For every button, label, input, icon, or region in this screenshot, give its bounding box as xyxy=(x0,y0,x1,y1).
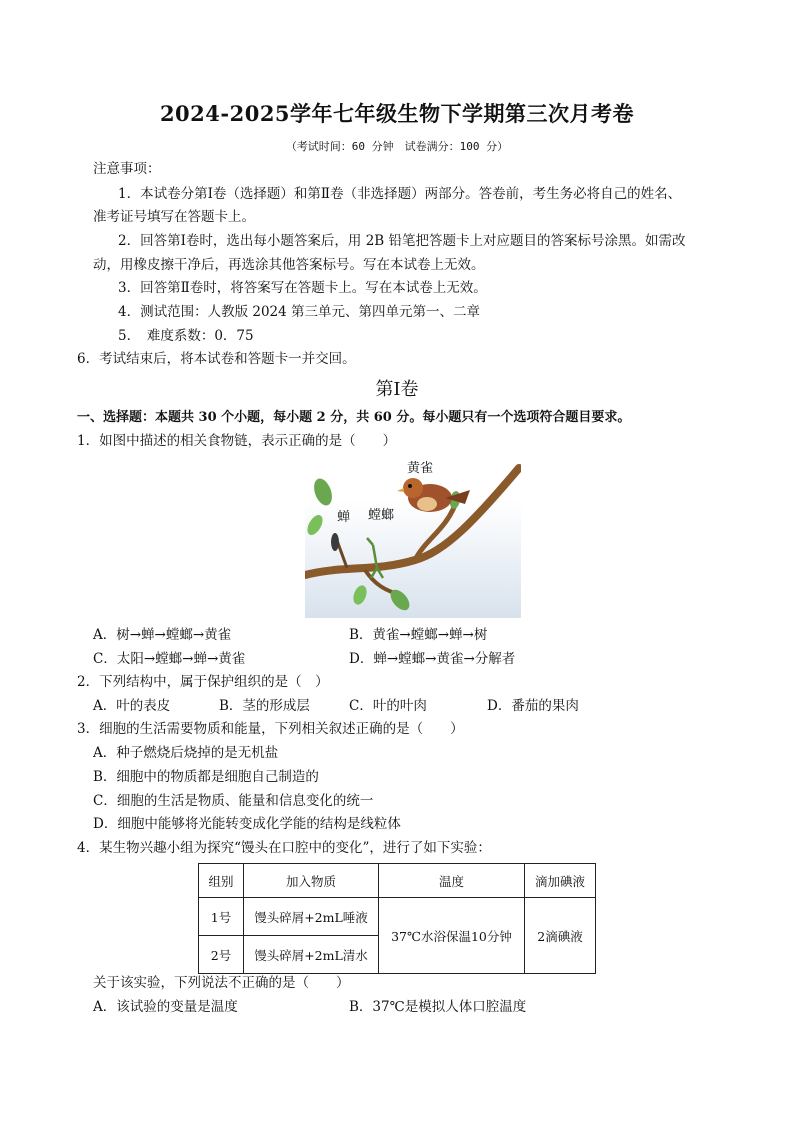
q3-option-d: D．细胞中能够将光能转变成化学能的结构是线粒体 xyxy=(93,816,401,832)
q2-option-d: D．番茄的果肉 xyxy=(487,698,579,714)
experiment-table xyxy=(198,863,596,974)
question-4-stem: 4．某生物兴趣小组为探究“馒头在口腔中的变化”，进行了如下实验： xyxy=(77,840,491,856)
q1-option-d: D．蝉→螳螂→黄雀→分解者 xyxy=(349,651,516,667)
table-cell: 馒头碎屑+2mL清水 xyxy=(244,936,379,974)
table-row xyxy=(199,898,596,936)
table-cell-temperature: 37℃水浴保温10分钟 xyxy=(379,898,525,974)
label-sparrow: 黄雀 xyxy=(407,461,434,476)
food-chain-illustration xyxy=(305,460,521,618)
notice-item-5: 5． 难度系数：0．75 xyxy=(118,328,254,344)
q1-option-c: C．太阳→螳螂→蝉→黄雀 xyxy=(93,651,246,667)
cicada xyxy=(331,533,339,551)
notice-item-4: 4．测试范围：人教版 2024 第三单元、第四单元第一、二章 xyxy=(118,304,481,320)
q1-option-b: B．黄雀→螳螂→蝉→树 xyxy=(349,627,488,643)
notice-item-1-cont: 准考证号填写在答题卡上。 xyxy=(93,209,255,225)
label-cicada: 蝉 xyxy=(337,510,351,525)
q4-option-a: A．该试验的变量是温度 xyxy=(93,999,238,1015)
q1-option-a: A．树→蝉→螳螂→黄雀 xyxy=(93,627,232,643)
question-4-followup: 关于该实验，下列说法不正确的是（ ） xyxy=(93,975,350,991)
table-cell: 1号 xyxy=(199,898,244,936)
table-header: 加入物质 xyxy=(244,864,379,898)
food-chain-figure xyxy=(305,460,521,618)
part-heading: 一、选择题：本题共 30 个小题，每小题 2 分，共 60 分。每小题只有一个选项符合题目要求。 xyxy=(77,410,631,425)
table-header-row xyxy=(199,864,596,898)
table-header: 滴加碘液 xyxy=(525,864,596,898)
notice-item-3: 3．回答第Ⅱ卷时，将答案写在答题卡上。写在本试卷上无效。 xyxy=(118,280,487,296)
q3-option-b: B．细胞中的物质都是细胞自己制造的 xyxy=(93,769,319,785)
table-cell-iodine: 2滴碘液 xyxy=(525,898,596,974)
table-header: 组别 xyxy=(199,864,244,898)
table-header: 温度 xyxy=(379,864,525,898)
q2-option-a: A．叶的表皮 xyxy=(93,698,171,714)
notice-heading: 注意事项： xyxy=(93,161,161,177)
question-2-stem: 2．下列结构中，属于保护组织的是（ ） xyxy=(77,674,329,690)
question-3-stem: 3．细胞的生活需要物质和能量，下列相关叙述正确的是（ ） xyxy=(77,721,464,737)
table-cell: 2号 xyxy=(199,936,244,974)
section-title: 第Ⅰ卷 xyxy=(375,379,419,400)
q4-option-b: B．37℃是模拟人体口腔温度 xyxy=(349,999,527,1015)
q3-option-c: C．细胞的生活是物质、能量和信息变化的统一 xyxy=(93,793,374,809)
question-1-stem: 1．如图中描述的相关食物链，表示正确的是（ ） xyxy=(77,433,397,449)
table-cell: 馒头碎屑+2mL唾液 xyxy=(244,898,379,936)
notice-item-2-cont: 动，用橡皮擦干净后，再选涂其他答案标号。写在本试卷上无效。 xyxy=(93,257,485,273)
q2-option-b: B．茎的形成层 xyxy=(219,698,310,714)
label-mantis: 螳螂 xyxy=(368,508,395,523)
notice-item-1: 1．本试卷分第Ⅰ卷（选择题）和第Ⅱ卷（非选择题）两部分。答卷前，考生务必将自己的姓名、 xyxy=(118,186,682,202)
notice-item-6: 6．考试结束后，将本试卷和答题卡一并交回。 xyxy=(77,351,356,367)
page-title: 2024-2025学年七年级生物下学期第三次月考卷 xyxy=(159,101,635,126)
q3-option-a: A．种子燃烧后烧掉的是无机盐 xyxy=(93,745,279,761)
notice-item-2: 2．回答第Ⅰ卷时，选出每小题答案后，用 2B 铅笔把答题卡上对应题目的答案标号涂黑。如需改 xyxy=(118,233,686,249)
exam-info: （考试时间：60 分钟 试卷满分：100 分） xyxy=(285,140,509,153)
q2-option-c: C．叶的叶肉 xyxy=(349,698,427,714)
